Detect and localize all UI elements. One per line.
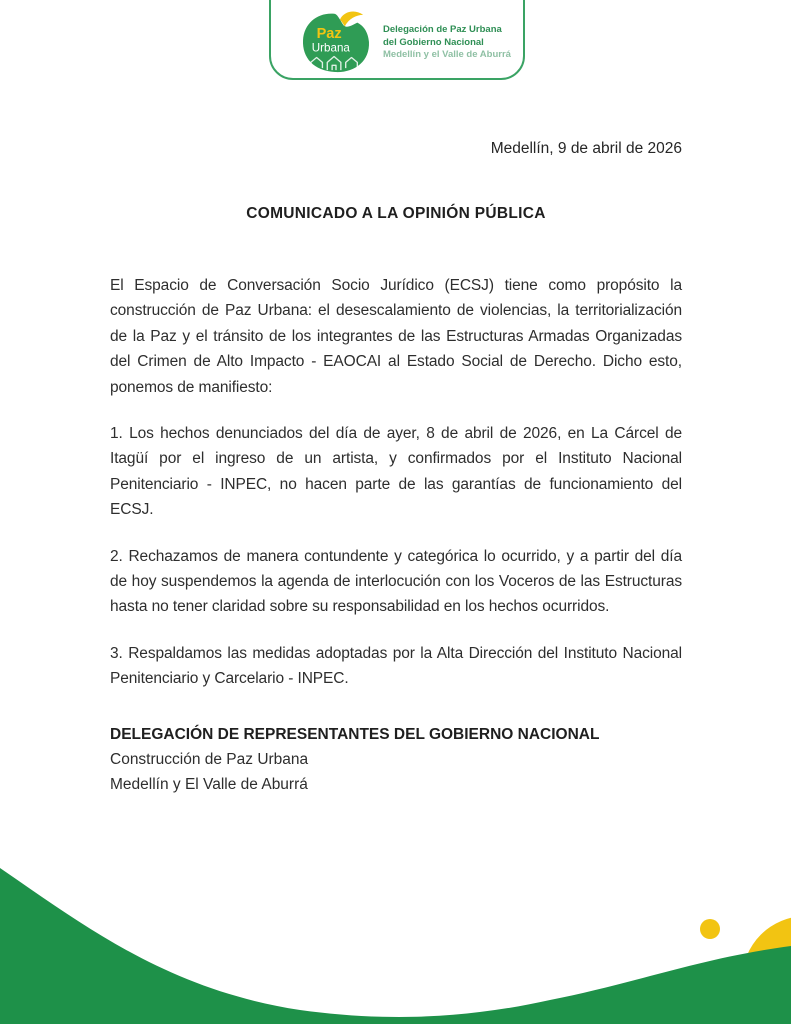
document-title: COMUNICADO A LA OPINIÓN PÚBLICA (246, 205, 546, 222)
logo-tagline (383, 24, 511, 62)
numbered-item-2: 2. Rechazamos de manera contundente y categórica lo ocurrido, y a partir del día de hoy suspendemos la agenda de interlocución con los Voceros de las Estructuras hasta no tener claridad sobre su responsabilidad en los hechos ocurridos. (110, 547, 682, 616)
signature-program: Construcción de Paz Urbana (110, 750, 309, 768)
logo-tagline-line1: Delegación de Paz Urbana (383, 24, 502, 35)
signature-location: Medellín y El Valle de Aburrá (110, 775, 308, 793)
footer-wave-art (0, 850, 791, 1024)
numbered-item-1: 1. Los hechos denunciados del día de ayer, 8 de abril de 2026, en La Cárcel de Itagüí por el ingreso de un artista, y confirmados por el Instituto Nacional Penitenciario - INPEC, no hacen parte de las garantías de funcionamiento del ECSJ. (110, 425, 682, 519)
paz-urbana-logo (299, 10, 373, 74)
signature-block (110, 722, 682, 797)
logo-tagline-line2: del Gobierno Nacional (383, 36, 484, 48)
footer-green-hill (0, 868, 791, 1024)
numbered-item-3: 3. Respaldamos las medidas adoptadas por la Alta Dirección del Instituto Nacional Penitenciario y Carcelario - INPEC. (110, 644, 682, 688)
date-line: Medellín, 9 de abril de 2026 (490, 140, 682, 157)
intro-paragraph: El Espacio de Conversación Socio Jurídico (ECSJ) tiene como propósito la construcción de Paz Urbana: el desescalamiento de violencias, la territorialización de la Paz y el tránsito de los integrantes de las Estructuras Armadas Organizadas del Crimen de Alto Impacto - EAOCAI al Estado Social de Derecho. Dicho esto, ponemos de manifiesto: (110, 277, 682, 396)
logo-tagline-line3: Medellín y el Valle de Aburrá (383, 49, 511, 60)
header-logo-box (269, 0, 525, 80)
paz-urbana-logo-graphic (299, 10, 373, 74)
signature-delegation: DELEGACIÓN DE REPRESENTANTES DEL GOBIERNO NACIONAL (110, 725, 600, 743)
letter-content (110, 140, 682, 797)
logo-brand-line1: Paz (316, 26, 342, 43)
footer-sun-dot-icon (700, 919, 720, 939)
logo-brand-line2: Urbana (311, 41, 350, 55)
